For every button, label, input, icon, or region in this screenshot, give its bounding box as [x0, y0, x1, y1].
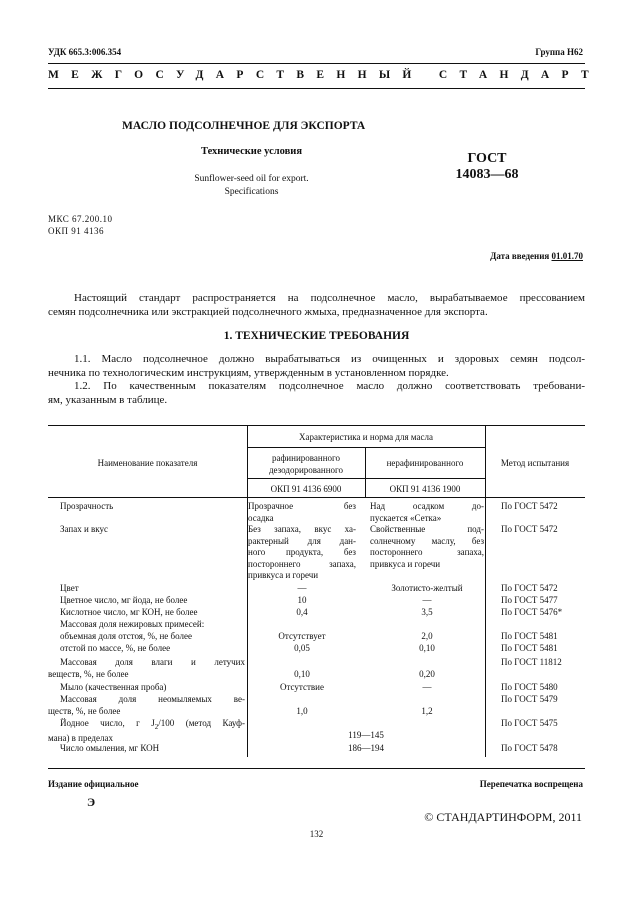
- row-name-line: веществ, %, не более: [48, 668, 129, 679]
- row-method: По ГОСТ 5481: [501, 631, 558, 641]
- table-top-rule: [48, 425, 585, 426]
- row-name: отстой по массе, %, не более: [60, 643, 171, 653]
- row-refined: 0,4: [296, 607, 308, 617]
- column-header-refined-2: дезодорированного: [268, 464, 344, 475]
- row-value-shared: 119—145: [348, 730, 384, 740]
- row-unrefined-line: привкуса и горечи: [370, 558, 441, 569]
- reprint-notice: Перепечатка воспрещена: [479, 779, 583, 789]
- section-title: 1. ТЕХНИЧЕСКИЕ ТРЕБОВАНИЯ: [223, 330, 410, 342]
- row-name: Запах и вкус: [60, 524, 109, 534]
- column-header-refined-1: рафинированного: [271, 453, 340, 463]
- document-subtitle: Технические условия: [200, 146, 303, 157]
- row-refined: Отсутствие: [280, 682, 324, 692]
- row-name: Число омыления, мг КОН: [60, 743, 160, 753]
- row-name: Прозрачность: [60, 501, 114, 511]
- row-unrefined-line: солнечному маслу, без: [370, 535, 484, 546]
- row-refined-line: Прозрачное без: [248, 501, 356, 511]
- row-name-line: ществ, %, не более: [48, 705, 121, 716]
- edition-mark: Э: [87, 795, 96, 809]
- clause-1-1: [48, 353, 585, 380]
- row-refined-line: осадка: [248, 512, 274, 523]
- row-unrefined: [370, 501, 484, 524]
- row-unrefined: 2,0: [421, 631, 433, 641]
- row-method: По ГОСТ 5476*: [501, 607, 563, 617]
- row-method: По ГОСТ 5472: [501, 501, 558, 511]
- column-header-group: Характеристика и норма для масла: [299, 432, 433, 442]
- clause-1-2-line-2: ям, указанным в таблице.: [48, 393, 168, 406]
- row-unrefined: 1,2: [421, 706, 433, 716]
- table-header-rule: [48, 497, 585, 498]
- column-header-unrefined: нерафинированного: [386, 458, 464, 468]
- row-unrefined: —: [422, 595, 432, 605]
- row-unrefined-line: пускается «Сетка»: [370, 512, 442, 523]
- intro-date: [490, 251, 583, 261]
- row-method: По ГОСТ 5480: [501, 682, 558, 692]
- gost-number: 14083—68: [455, 167, 519, 182]
- intro-line-1: Настоящий стандарт распространяется на подсолнечное масло, вырабатываемое прессованием: [74, 292, 585, 304]
- clause-1-1-line-2: нечника по технологическим инструкциям, утвержденным в установленном порядке.: [48, 366, 449, 379]
- row-refined: 10: [297, 595, 307, 605]
- row-refined: 1,0: [296, 706, 308, 716]
- row-unrefined: Золотисто-желтый: [391, 583, 463, 593]
- row-name: Цвет: [60, 583, 79, 593]
- header-rule-top: [48, 63, 585, 64]
- row-name: Кислотное число, мг КОН, не более: [60, 607, 198, 617]
- table-group-rule: [247, 447, 485, 448]
- intro-date-value: 01.01.70: [551, 251, 583, 261]
- row-method: По ГОСТ 5479: [501, 694, 558, 704]
- row-method: По ГОСТ 5481: [501, 643, 558, 653]
- row-name: объемная доля отстоя, %, не более: [60, 631, 192, 641]
- intro-paragraph: [48, 292, 585, 319]
- row-method: По ГОСТ 5478: [501, 743, 558, 753]
- row-name-subscript: 2: [154, 722, 159, 731]
- english-title-2: Specifications: [224, 187, 279, 197]
- row-unrefined: [370, 524, 484, 570]
- table-vline-3: [485, 425, 486, 757]
- clause-1-2-line-1: 1.2. По качественным показателям подсолнечное масло должно соответствовать требовани-: [74, 380, 585, 392]
- row-unrefined-line: постороннего запаха,: [370, 547, 484, 557]
- row-name-line: Массовая доля влаги и летучих: [60, 657, 245, 667]
- okp-unrefined: ОКП 91 4136 1900: [389, 484, 461, 494]
- clause-1-1-line-1: 1.1. Масло подсолнечное должно вырабатываться из очищенных и здоровых семян подсол-: [74, 353, 585, 365]
- document-title: МАСЛО ПОДСОЛНЕЧНОЕ ДЛЯ ЭКСПОРТА: [122, 120, 366, 132]
- row-name-line: мана) в пределах: [48, 733, 113, 744]
- gost-label: ГОСТ: [467, 151, 507, 166]
- row-name-line: Массовая доля неомыляемых ве-: [60, 694, 245, 704]
- clause-1-2: [48, 380, 585, 407]
- row-name-part: /100 (метод Кауф-: [158, 718, 245, 728]
- row-refined-line: постороннего запаха,: [248, 558, 356, 569]
- row-refined-line: ного продукта, без: [248, 547, 356, 557]
- footer-rule: [48, 768, 585, 769]
- intro-line-2: семян подсолнечника или экстракцией подсолнечного жмыха, предназначенное для экспорта.: [48, 305, 488, 318]
- row-method: По ГОСТ 5472: [501, 524, 558, 534]
- row-name: Массовая доля нежировых примесей:: [60, 619, 205, 629]
- standard-type: МЕЖГОСУДАРСТВЕННЫЙ СТАНДАРТ: [48, 69, 601, 81]
- page-number: 132: [309, 829, 324, 839]
- row-refined-line: рактерный для дан-: [248, 535, 356, 546]
- copyright: © СТАНДАРТИНФОРМ, 2011: [424, 810, 582, 824]
- row-name-line: [60, 718, 245, 733]
- row-refined: [248, 524, 356, 582]
- okp-code: ОКП 91 4136: [48, 226, 105, 236]
- row-name: Цветное число, мг йода, не более: [60, 595, 188, 605]
- row-refined-line: привкуса и горечи: [248, 570, 319, 580]
- row-unrefined: —: [422, 682, 432, 692]
- column-header-refined: [247, 453, 365, 476]
- row-name: [48, 718, 245, 745]
- row-refined-line: Без запаха, вкус ха-: [248, 524, 356, 534]
- row-name: Мыло (качественная проба): [60, 682, 167, 692]
- row-method: По ГОСТ 5475: [501, 718, 558, 728]
- row-refined: Отсутствует: [278, 631, 326, 641]
- row-unrefined: 3,5: [421, 607, 433, 617]
- row-unrefined: 0,10: [419, 643, 435, 653]
- okp-refined: ОКП 91 4136 6900: [270, 484, 342, 494]
- table-okp-rule: [247, 478, 485, 479]
- intro-date-label: Дата введения: [490, 251, 550, 261]
- column-header-method: Метод испытания: [500, 458, 570, 468]
- mks-code: МКС 67.200.10: [48, 214, 113, 224]
- row-name-part: Йодное число, г J: [60, 718, 155, 728]
- row-method: По ГОСТ 5472: [501, 583, 558, 593]
- row-refined: 0,10: [294, 669, 310, 679]
- row-refined: —: [297, 583, 307, 593]
- official-edition: Издание официальное: [48, 779, 139, 789]
- row-value-shared: 186—194: [348, 743, 384, 753]
- column-header-name: Наименование показателя: [97, 458, 198, 468]
- row-name: [48, 657, 245, 680]
- row-method: По ГОСТ 5477: [501, 595, 558, 605]
- row-unrefined-line: Свойственные под-: [370, 524, 484, 534]
- row-unrefined-line: Над осадком до-: [370, 501, 484, 511]
- row-name: [48, 694, 245, 717]
- row-unrefined: 0,20: [419, 669, 435, 679]
- udk-code: УДК 665.3:006.354: [48, 47, 122, 57]
- header-rule-bottom: [48, 88, 585, 89]
- row-refined: 0,05: [294, 643, 310, 653]
- english-title-1: Sunflower-seed oil for export.: [194, 174, 309, 184]
- row-method: По ГОСТ 11812: [501, 657, 562, 667]
- row-refined: [248, 501, 356, 524]
- group-code: Группа Н62: [535, 47, 583, 57]
